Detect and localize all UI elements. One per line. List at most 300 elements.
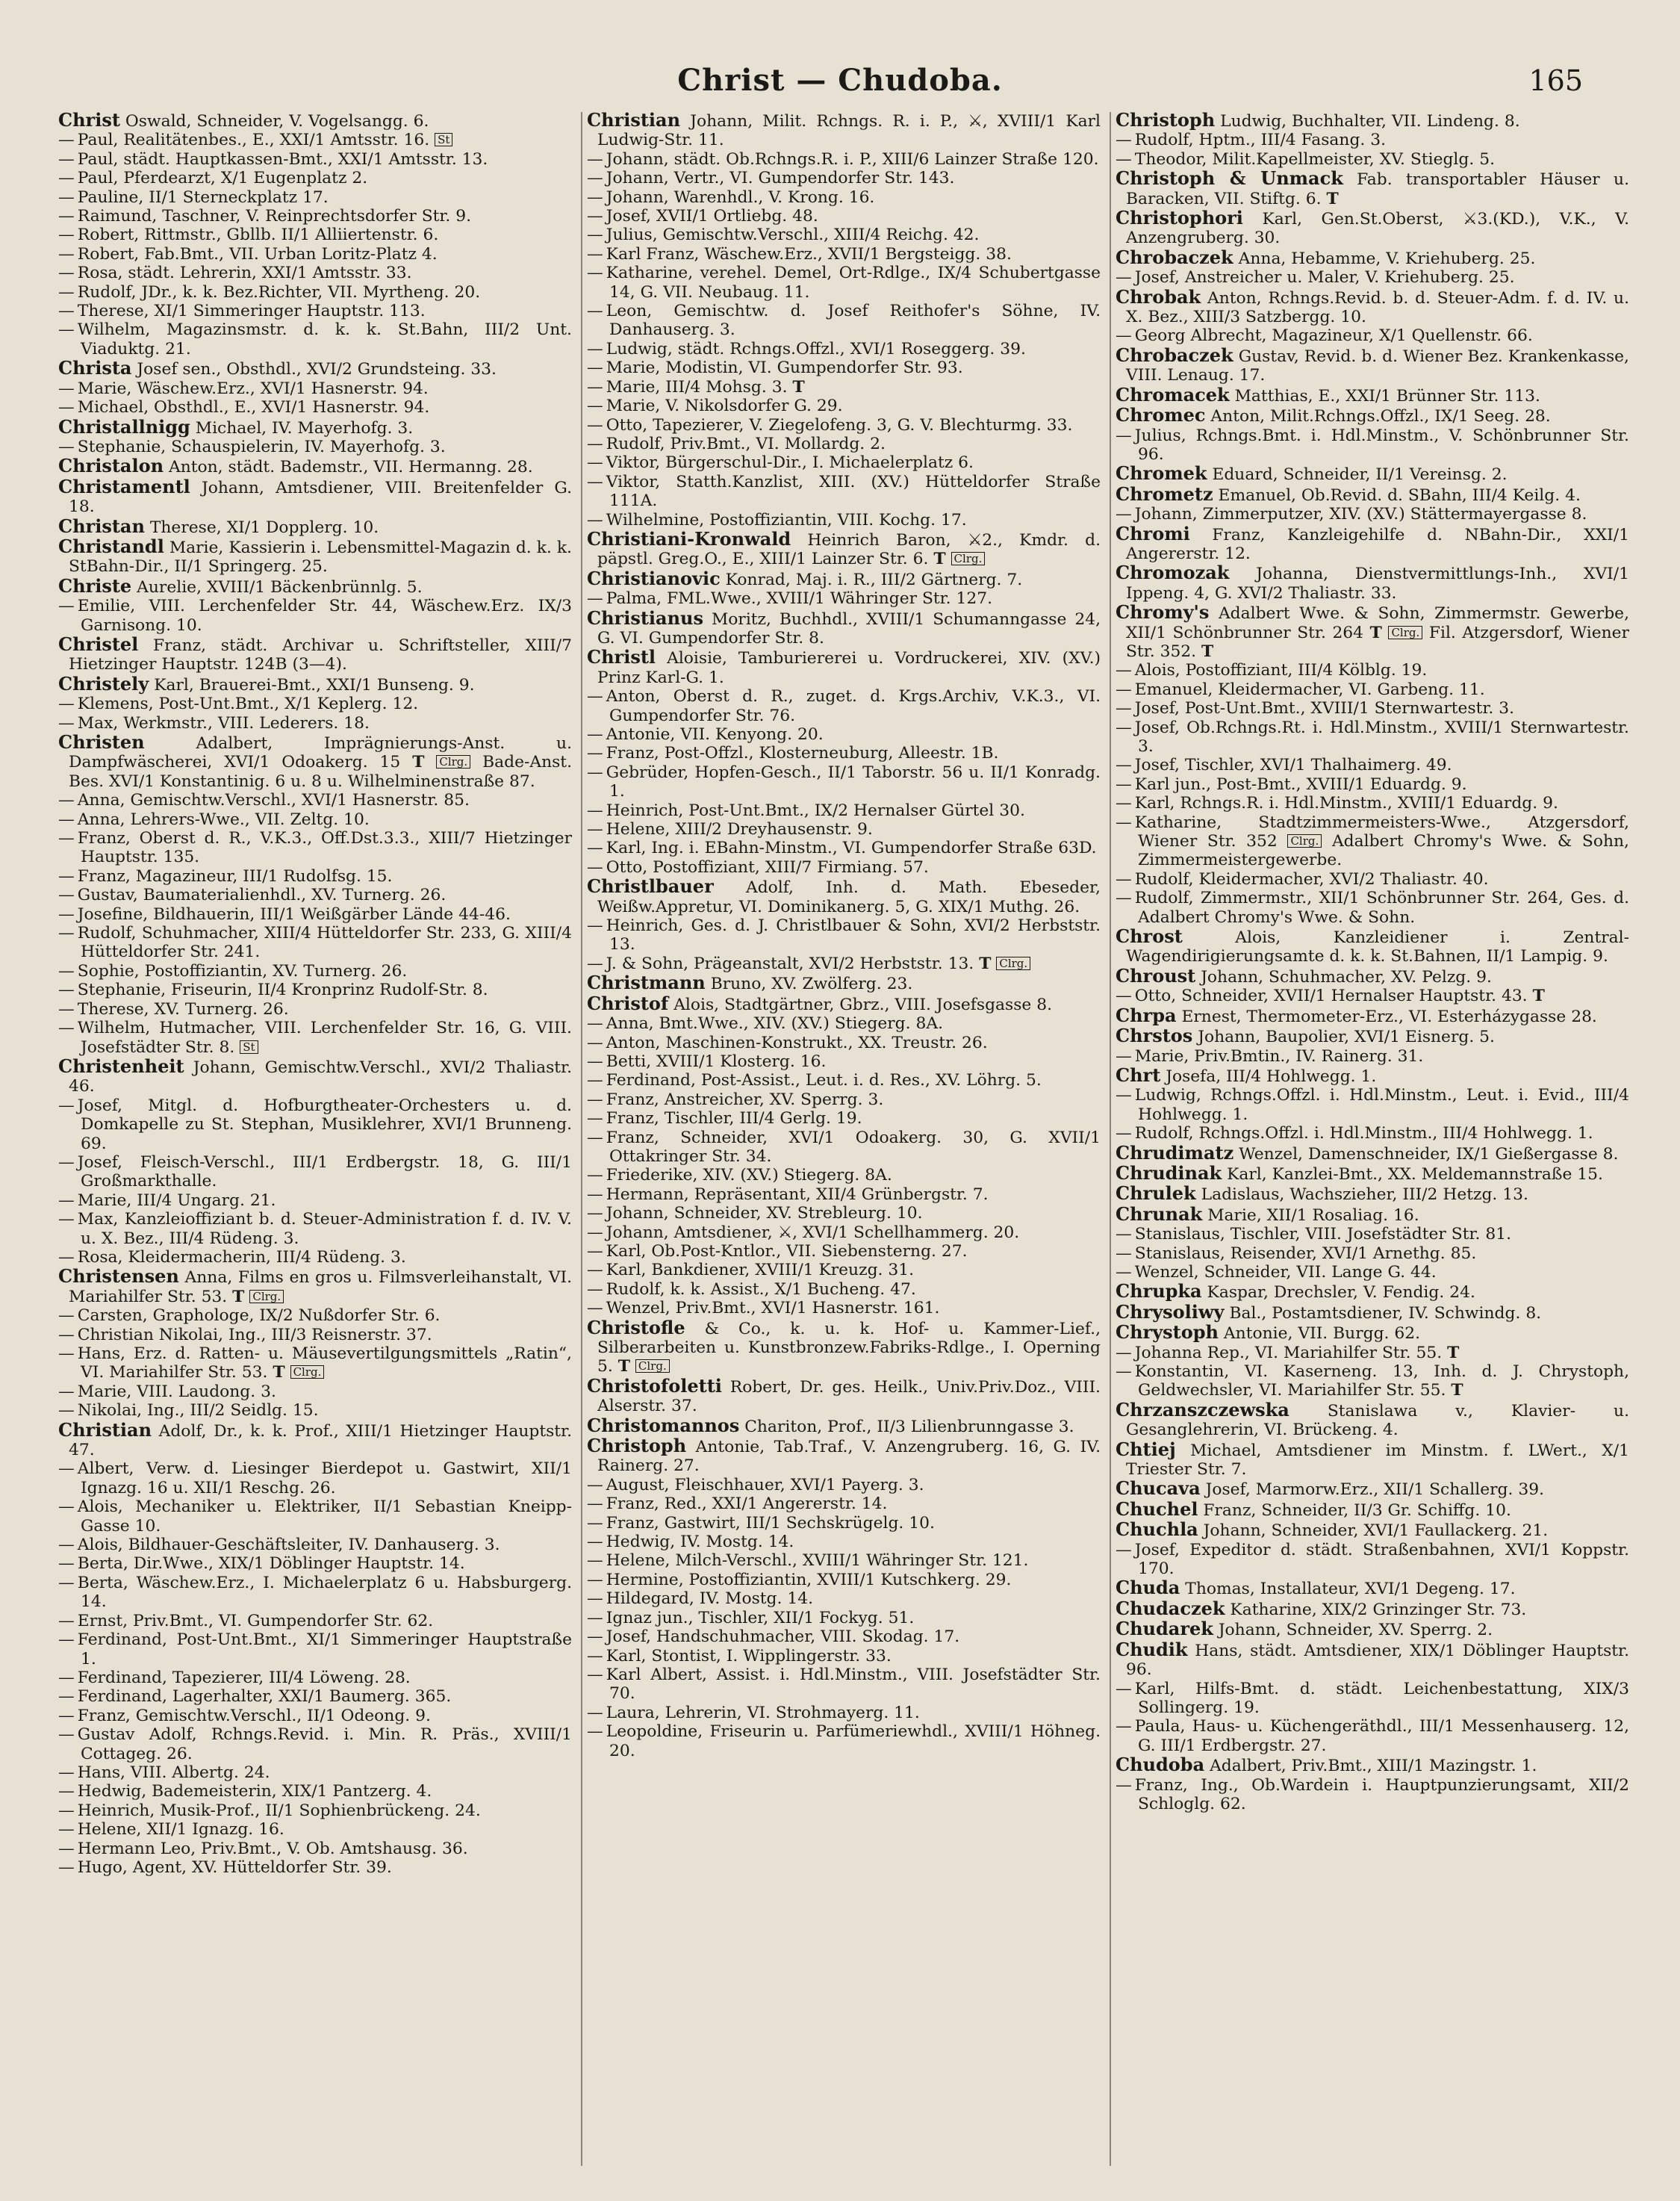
entry-text: Anton, Oberst d. R., zuget. d. Krgs.Archiv, V.K.3., VI. Gumpendorfer Str. 76. (606, 687, 1101, 725)
entry-text: Stanislaus, Reisender, XVI/1 Arnethg. 85. (1134, 1244, 1477, 1263)
registry-box: Clrg. (249, 1290, 284, 1303)
directory-entry (58, 517, 572, 537)
directory-entry (587, 1014, 1101, 1033)
repeat-dash: — (587, 857, 603, 877)
entry-surname: Christmann (587, 972, 706, 994)
entry-text: Otto, Postoffiziant, XIII/7 Firmiang. 57. (606, 857, 929, 877)
entry-text: Adolf, Dr., k. k. Prof., XIII/1 Hietzinger Hauptstr. 47. (69, 1421, 572, 1460)
directory-entry (587, 511, 1101, 530)
directory-entry (587, 1416, 1101, 1436)
entry-text: Julius, Gemischtw.Verschl., XIII/4 Reichg. 42. (606, 226, 980, 245)
entry-surname: Chrulek (1116, 1182, 1196, 1205)
repeat-dash: — (587, 1494, 603, 1514)
directory-entry (1116, 1323, 1629, 1343)
repeat-dash: — (58, 1687, 75, 1707)
telephone-mark: T (933, 550, 946, 569)
repeat-dash: — (58, 810, 75, 829)
repeat-dash: — (1116, 680, 1132, 699)
entry-text: Georg Albrecht, Magazineur, X/1 Quellenstr. 66. (1134, 326, 1533, 346)
repeat-dash: — (58, 1820, 75, 1840)
directory-entry (1116, 1640, 1629, 1680)
entry-list (1116, 111, 1629, 1813)
repeat-dash: — (58, 1725, 75, 1745)
entry-text: Moritz, Buchhdl., XVIII/1 Schumanngasse 24, G. VI. Gumpendorfer Str. 8. (597, 609, 1101, 648)
directory-entry (1116, 464, 1629, 484)
entry-text: Franz, städt. Archivar u. Schriftsteller, XIII/7 Hietzinger Hauptstr. 124B (3—4). (69, 636, 572, 674)
entry-text: Josefa, III/4 Hohlwegg. 1. (1166, 1067, 1377, 1086)
directory-entry (58, 867, 572, 886)
entry-surname: Chromec (1116, 404, 1206, 426)
repeat-dash: — (58, 1630, 75, 1650)
entry-surname: Christophori (1116, 207, 1243, 229)
repeat-dash: — (587, 839, 603, 858)
repeat-dash: — (1116, 813, 1132, 832)
entry-text: Johann, Schneider, XV. Strebleurg. 10. (606, 1204, 923, 1223)
entry-text: Anna, Bmt.Wwe., XIV. (XV.) Stiegerg. 8A. (606, 1014, 943, 1034)
directory-entry (58, 1306, 572, 1325)
entry-text: Viktor, Bürgerschul-Dir., I. Michaelerplatz 6. (606, 453, 974, 473)
entry-text: Ferdinand, Post-Unt.Bmt., XI/1 Simmeringer Hauptstraße 1. (77, 1630, 572, 1668)
entry-text: Johann, Zimmerputzer, XIV. (XV.) Stättermayergasse 8. (1134, 505, 1587, 524)
directory-entry (587, 1609, 1101, 1627)
directory-entry (58, 924, 572, 962)
directory-entry (58, 438, 572, 456)
directory-entry (1116, 1225, 1629, 1244)
directory-entry (58, 1326, 572, 1344)
entry-text: Wilhelmine, Postoffiziantin, VIII. Kochg. 17. (606, 510, 967, 530)
directory-entry (58, 537, 572, 577)
directory-entry (587, 264, 1101, 302)
entry-text: Wenzel, Damenschneider, IX/1 Gießergasse 8. (1239, 1144, 1619, 1164)
repeat-dash: — (587, 820, 603, 839)
directory-entry (58, 1801, 572, 1820)
directory-entry (587, 1071, 1101, 1090)
directory-entry (58, 150, 572, 169)
directory-entry (58, 456, 572, 476)
entry-text: Franz, Gastwirt, III/1 Sechskrügelg. 10. (606, 1513, 935, 1533)
repeat-dash: — (1116, 1679, 1132, 1698)
directory-entry (58, 886, 572, 904)
repeat-dash: — (587, 169, 603, 188)
repeat-dash: — (58, 1190, 75, 1210)
entry-text: Karl, Gen.St.Oberst, ⚔3.(KD.), V.K., V. Anzengruberg. 30. (1126, 210, 1629, 248)
repeat-dash: — (58, 1801, 75, 1820)
repeat-dash: — (58, 1839, 75, 1858)
entry-text: Anton, Milit.Rchngs.Offzl., IX/1 Seeg. 28. (1210, 407, 1551, 426)
repeat-dash: — (587, 226, 603, 245)
repeat-dash: — (587, 1299, 603, 1318)
repeat-dash: — (58, 282, 75, 302)
repeat-dash: — (1116, 756, 1132, 775)
entry-text: Laura, Lehrerin, VI. Strohmayerg. 11. (606, 1703, 920, 1722)
directory-entry (58, 358, 572, 379)
directory-columns (58, 111, 1635, 2172)
directory-entry (587, 1261, 1101, 1279)
entry-text: Marie, Wäschew.Erz., XVI/1 Hasnerstr. 94. (77, 379, 429, 398)
repeat-dash: — (58, 169, 75, 188)
directory-entry (587, 1589, 1101, 1608)
repeat-dash: — (587, 1627, 603, 1647)
directory-entry (1116, 1479, 1629, 1499)
entry-surname: Chrstos (1116, 1025, 1193, 1047)
entry-text: Kaspar, Drechsler, V. Fendig. 24. (1207, 1283, 1475, 1303)
directory-entry (58, 810, 572, 829)
repeat-dash: — (58, 226, 75, 245)
repeat-dash: — (58, 187, 75, 207)
directory-entry (58, 320, 572, 358)
repeat-dash: — (587, 589, 603, 609)
repeat-dash: — (1116, 426, 1132, 445)
directory-entry (587, 473, 1101, 511)
entry-text: Rudolf, Kleidermacher, XVI/2 Thaliastr. 40. (1134, 869, 1489, 889)
entry-text: Karl Franz, Wäschew.Erz., XVII/1 Bergsteigg. 38. (606, 244, 1012, 264)
repeat-dash: — (58, 1325, 75, 1344)
repeat-dash: — (58, 1857, 75, 1877)
directory-entry (587, 1204, 1101, 1223)
entry-text: Anna, Lehrers-Wwe., VII. Zeltg. 10. (77, 810, 370, 829)
directory-entry (1116, 563, 1629, 603)
entry-text: Hermine, Postoffiziantin, XVIII/1 Kutschkerg. 29. (606, 1570, 1012, 1589)
entry-text: Karl, Stontist, I. Wipplingerstr. 33. (606, 1646, 892, 1666)
entry-surname: Christa (58, 357, 132, 379)
repeat-dash: — (58, 1019, 75, 1038)
repeat-dash: — (1116, 699, 1132, 718)
entry-text: Heinrich Baron, ⚔2., Kmdr. d. päpstl. Greg.O., E., XIII/1 Lainzer Str. 6. (597, 530, 1101, 569)
repeat-dash: — (58, 149, 75, 169)
repeat-dash: — (58, 1344, 75, 1363)
entry-surname: Christianus (587, 606, 703, 629)
entry-text: August, Fleischhauer, XVI/1 Payerg. 3. (606, 1475, 924, 1494)
repeat-dash: — (587, 1223, 603, 1242)
entry-text: Heinrich, Ges. d. J. Christlbauer & Sohn, XVI/2 Herbststr. 13. (606, 916, 1101, 954)
repeat-dash: — (58, 829, 75, 848)
entry-text: Klemens, Post-Unt.Bmt., X/1 Keplerg. 12. (77, 695, 419, 714)
repeat-dash: — (58, 961, 75, 981)
entry-surname: Christianovic (587, 567, 721, 589)
directory-entry (58, 1418, 572, 1460)
entry-text: Antonie, Tab.Traf., V. Anzengruberg. 16, G. IV. Rainerg. 27. (597, 1438, 1101, 1476)
directory-entry (587, 111, 1101, 150)
directory-entry (58, 398, 572, 417)
directory-entry (587, 589, 1101, 608)
repeat-dash: — (587, 1570, 603, 1589)
directory-entry (58, 791, 572, 810)
entry-text: Johann, Baupolier, XVI/1 Eisnerg. 5. (1198, 1028, 1495, 1047)
telephone-mark: T (792, 377, 805, 397)
entry-text: Anton, Rchngs.Revid. b. d. Steuer-Adm. f. d. IV. u. X. Bez., XIII/3 Satzbergg. 10. (1126, 288, 1629, 327)
directory-entry (58, 1782, 572, 1801)
directory-entry (1116, 268, 1629, 287)
entry-text: Sophie, Postoffiziantin, XV. Turnerg. 26. (77, 961, 408, 981)
repeat-dash: — (1116, 1540, 1132, 1559)
repeat-dash: — (587, 1589, 603, 1609)
directory-entry (1116, 1680, 1629, 1718)
repeat-dash: — (58, 1706, 75, 1725)
repeat-dash: — (587, 1014, 603, 1034)
directory-entry (1116, 794, 1629, 813)
directory-entry (587, 1280, 1101, 1299)
repeat-dash: — (58, 1573, 75, 1592)
entry-text: Johann, Warenhdl., V. Krong. 16. (606, 187, 875, 207)
entry-surname: Christoph (1116, 111, 1216, 131)
repeat-dash: — (58, 924, 75, 943)
directory-entry (58, 1707, 572, 1725)
entry-surname: Christian (58, 1418, 152, 1441)
entry-text: Marie, VIII. Laudong. 3. (77, 1382, 276, 1401)
entry-surname: Christenheit (58, 1055, 184, 1077)
entry-surname: Chromy's (1116, 601, 1210, 624)
repeat-dash: — (1116, 1225, 1132, 1244)
telephone-mark: T (1326, 189, 1339, 208)
directory-entry (58, 1000, 572, 1019)
telephone-mark: T (979, 954, 992, 973)
entry-text: Rudolf, Zimmermstr., XII/1 Schönbrunner Str. 264, Ges. d. Adalbert Chromy's Wwe. & Sohn. (1134, 889, 1629, 927)
entry-text: Heinrich, Musik-Prof., II/1 Sophienbrückeng. 24. (77, 1801, 481, 1820)
directory-entry (1116, 680, 1629, 699)
directory-entry (58, 264, 572, 282)
repeat-dash: — (587, 207, 603, 226)
directory-entry (587, 416, 1101, 435)
entry-surname: Chudarek (1116, 1618, 1213, 1640)
repeat-dash: — (58, 1152, 75, 1172)
entry-text: Katharine, XIX/2 Grinzinger Str. 73. (1230, 1600, 1527, 1619)
directory-entry (1116, 1497, 1629, 1520)
directory-entry (1116, 1184, 1629, 1204)
entry-text: Heinrich, Post-Unt.Bmt., IX/2 Hernalser Gürtel 30. (606, 801, 1025, 820)
entry-surname: Christallnigg (58, 415, 190, 438)
repeat-dash: — (587, 916, 603, 936)
entry-text: Franz, Schneider, XVI/1 Odoakerg. 30, G. XVII/1 Ottakringer Str. 34. (606, 1128, 1101, 1166)
entry-text: Max, Werkmstr., VIII. Lederers. 18. (77, 713, 370, 733)
repeat-dash: — (587, 149, 603, 169)
entry-text: Julius, Rchngs.Bmt. i. Hdl.Minstm., V. Schönbrunner Str. 96. (1134, 426, 1629, 464)
directory-entry (587, 1704, 1101, 1722)
entry-text: Paul, Pferdearzt, X/1 Eugenplatz 2. (77, 169, 368, 188)
repeat-dash: — (587, 1033, 603, 1052)
entry-text: Johann, Schuhmacher, XV. Pelzg. 9. (1201, 967, 1492, 987)
entry-text: Johann, Schneider, XVI/1 Faullackerg. 21. (1203, 1521, 1549, 1541)
entry-text: Franz, Schneider, II/3 Gr. Schiffg. 10. (1203, 1500, 1511, 1520)
directory-entry (58, 1096, 572, 1153)
repeat-dash: — (58, 437, 75, 456)
repeat-dash: — (587, 377, 603, 397)
directory-entry (587, 1666, 1101, 1704)
repeat-dash: — (58, 1306, 75, 1326)
directory-entry (587, 245, 1101, 264)
directory-entry (58, 1858, 572, 1877)
repeat-dash: — (587, 1475, 603, 1494)
entry-text: Otto, Tapezierer, V. Ziegelofeng. 3, G. V. Blechturmg. 33. (606, 415, 1073, 435)
directory-entry (58, 188, 572, 207)
entry-text: Rudolf, Priv.Bmt., VI. Mollardg. 2. (606, 434, 886, 453)
directory-entry (587, 1551, 1101, 1570)
entry-text: Alois, Stadtgärtner, Gbrz., VIII. Josefsgasse 8. (673, 995, 1053, 1014)
repeat-dash: — (1116, 869, 1132, 889)
repeat-dash: — (587, 1665, 603, 1684)
entry-text: Stephanie, Schauspielerin, IV. Mayerhofg. 3. (77, 437, 446, 456)
entry-text: Stanislawa v., Klavier- u. Gesanglehrerin, VI. Brückeng. 4. (1126, 1401, 1629, 1440)
entry-text: Rudolf, Schuhmacher, XIII/4 Hütteldorfer Str. 233, G. XIII/4 Hütteldorfer Str. 241. (77, 924, 572, 962)
entry-text: Marie, Kassierin i. Lebensmittel-Magazin d. k. k. StBahn-Dir., II/1 Springerg. 25. (69, 538, 572, 577)
entry-text: Wenzel, Priv.Bmt., XVI/1 Hasnerstr. 161. (606, 1299, 940, 1318)
directory-entry (58, 245, 572, 264)
directory-entry (587, 1129, 1101, 1167)
directory-entry (587, 994, 1101, 1014)
entry-text: Aurelie, XVIII/1 Bäckenbrünnlg. 5. (137, 577, 423, 597)
repeat-dash: — (587, 397, 603, 416)
entry-surname: Christoph (587, 1435, 687, 1457)
repeat-dash: — (1116, 889, 1132, 908)
entry-text: Johann, Vertr., VI. Gumpendorfer Str. 143. (606, 169, 955, 188)
directory-entry (587, 150, 1101, 169)
entry-text: Michael, Amtsdiener im Minstm. f. LWert., X/1 Triester Str. 7. (1126, 1441, 1629, 1480)
repeat-dash: — (587, 1722, 603, 1742)
registry-box: St (435, 133, 452, 146)
entry-text: Stanislaus, Tischler, VIII. Josefstädter Str. 81. (1134, 1225, 1511, 1244)
entry-text: Rosa, Kleidermacherin, III/4 Rüdeng. 3. (77, 1247, 406, 1267)
entry-text: Berta, Wäschew.Erz., I. Michaelerplatz 6 u. Habsburgerg. 14. (77, 1573, 572, 1612)
entry-text: Michael, IV. Mayerhofg. 3. (195, 418, 414, 438)
registry-box: Clrg. (1287, 834, 1322, 848)
entry-text: Eduard, Schneider, II/1 Vereinsg. 2. (1212, 465, 1508, 485)
directory-entry (58, 1401, 572, 1420)
entry-text: Helene, XIII/2 Dreyhausenstr. 9. (606, 820, 873, 839)
entry-surname: Chroust (1116, 964, 1196, 987)
repeat-dash: — (587, 1052, 603, 1071)
entry-surname: Chrzanszczewska (1116, 1398, 1289, 1421)
entry-surname: Chudoba (1116, 1754, 1205, 1776)
page-number: 165 (1528, 64, 1583, 97)
directory-entry (58, 1536, 572, 1554)
entry-text: Alois, Postoffiziant, III/4 Kölblg. 19. (1134, 661, 1428, 680)
entry-text: Fab. transportabler Häuser u. Baracken, VII. Stiftg. 6. (1126, 170, 1629, 208)
directory-entry (58, 1382, 572, 1401)
directory-entry (587, 1722, 1101, 1760)
entry-text: Aloisie, Tamburiererei u. Vordruckerei, XIV. (XV.) Prinz Karl-G. 1. (597, 649, 1101, 687)
entry-surname: Christomannos (587, 1414, 740, 1436)
directory-entry (587, 744, 1101, 763)
entry-surname: Christe (58, 574, 132, 597)
entry-text: Franz, Tischler, III/4 Gerlg. 19. (606, 1109, 862, 1129)
repeat-dash: — (1116, 131, 1132, 150)
entry-text: Josef, Anstreicher u. Maler, V. Kriehuberg. 25. (1134, 268, 1515, 288)
entry-text: Ferdinand, Lagerhalter, XXI/1 Baumerg. 365. (77, 1687, 452, 1707)
directory-entry (58, 111, 572, 131)
entry-text-continued: Adalbert Chromy's Wwe. & Sohn, Zimmermeistergewerbe. (1138, 832, 1629, 870)
entry-surname: Chrobaczek (1116, 246, 1233, 268)
directory-entry (58, 1497, 572, 1536)
entry-text: Antonie, VII. Kenyong. 20. (606, 725, 824, 744)
entry-surname: Christensen (58, 1265, 179, 1288)
entry-text: Ferdinand, Tapezierer, III/4 Löweng. 28. (77, 1668, 411, 1687)
entry-text: Ladislaus, Wachszieher, III/2 Hetzg. 13. (1201, 1185, 1528, 1205)
repeat-dash: — (1116, 1244, 1132, 1263)
directory-entry (587, 226, 1101, 244)
repeat-dash: — (587, 472, 603, 491)
directory-entry (58, 1763, 572, 1782)
registry-box: Clrg. (436, 755, 470, 769)
directory-entry (58, 1248, 572, 1267)
entry-text: Raimund, Taschner, V. Reinprechtsdorfer Str. 9. (77, 207, 472, 226)
directory-entry (1116, 1006, 1629, 1026)
entry-text: Josef, Post-Unt.Bmt., XVIII/1 Sternwartestr. 3. (1134, 699, 1515, 718)
entry-text: Albert, Verw. d. Liesinger Bierdepot u. Gastwirt, XII/1 Ignazg. 16 u. XII/1 Reschg. 26. (77, 1459, 572, 1497)
repeat-dash: — (58, 1096, 75, 1115)
directory-entry (1116, 1717, 1629, 1755)
entry-surname: Chrysoliwy (1116, 1300, 1225, 1323)
entry-text: Gustav Adolf, Rchngs.Revid. i. Min. R. Präs., XVIII/1 Cottageg. 26. (77, 1725, 572, 1763)
registry-box: Clrg. (1388, 626, 1422, 639)
entry-list (587, 111, 1101, 1760)
entry-surname: Christofoletti (587, 1374, 722, 1397)
directory-entry (58, 169, 572, 187)
repeat-dash: — (1116, 987, 1132, 1006)
entry-text: Marie, Modistin, VI. Gumpendorfer Str. 93. (606, 358, 963, 378)
repeat-dash: — (1116, 1046, 1132, 1066)
repeat-dash: — (1116, 774, 1132, 794)
entry-surname: Chuda (1116, 1577, 1180, 1599)
entry-text: Matthias, E., XXI/1 Brünner Str. 113. (1234, 386, 1540, 406)
directory-entry (58, 131, 572, 149)
directory-entry (587, 1052, 1101, 1071)
directory-entry (587, 1533, 1101, 1551)
repeat-dash: — (58, 1401, 75, 1421)
entry-text: Ernst, Priv.Bmt., VI. Gumpendorfer Str. 62. (77, 1611, 434, 1630)
directory-entry (1116, 1520, 1629, 1540)
entry-text: Karl, Bankdiener, XVIII/1 Kreuzg. 31. (606, 1261, 915, 1280)
entry-text: Ludwig, Buchhalter, VII. Lindeng. 8. (1220, 112, 1520, 131)
entry-surname: Christel (58, 633, 139, 655)
directory-entry (1116, 966, 1629, 987)
entry-text: Hermann, Repräsentant, XII/4 Grünbergstr. 7. (606, 1185, 989, 1204)
entry-text: Josef sen., Obsthdl., XVI/2 Grundsteing. 33. (137, 360, 497, 379)
entry-text: Karl, Brauerei-Bmt., XXI/1 Bunseng. 9. (154, 675, 475, 695)
entry-text: Adalbert, Imprägnierungs-Anst. u. Dampfwäscherei, XVI/1 Odoakerg. 15 (69, 734, 572, 772)
directory-entry (58, 1725, 572, 1763)
directory-entry (1116, 1026, 1629, 1046)
entry-text: Otto, Schneider, XVII/1 Hernalser Hauptstr. 43. (1134, 987, 1528, 1006)
entry-text: Michael, Obsthdl., E., XVI/1 Hasnerstr. 94. (77, 398, 430, 417)
directory-entry (58, 1057, 572, 1096)
repeat-dash: — (58, 1210, 75, 1229)
entry-text: Rosa, städt. Lehrerin, XXI/1 Amtsstr. 33. (77, 264, 412, 283)
entry-surname: Chrupka (1116, 1280, 1202, 1303)
directory-entry (1116, 1755, 1629, 1775)
repeat-dash: — (587, 744, 603, 763)
entry-text: Marie, Priv.Bmtin., IV. Rainerg. 31. (1134, 1046, 1424, 1066)
entry-text: Max, Kanzleioffiziant b. d. Steuer-Administration f. d. IV. V. u. X. Bez., III/4 Rüdeng. 3. (77, 1210, 572, 1248)
entry-text: Hedwig, IV. Mostg. 14. (606, 1533, 794, 1552)
entry-text: Franz, Anstreicher, XV. Sperrg. 3. (606, 1090, 884, 1109)
repeat-dash: — (58, 1459, 75, 1479)
entry-surname: Chromek (1116, 462, 1207, 485)
entry-text: Paul, städt. Hauptkassen-Bmt., XXI/1 Amtsstr. 13. (77, 149, 488, 169)
entry-text: Robert, Fab.Bmt., VII. Urban Loritz-Platz 4. (77, 244, 438, 264)
directory-entry (587, 1376, 1101, 1416)
directory-entry (58, 597, 572, 635)
entry-text: Hans, VIII. Albertg. 24. (77, 1763, 270, 1782)
directory-entry (587, 916, 1101, 954)
repeat-dash: — (587, 687, 603, 707)
repeat-dash: — (58, 1536, 75, 1555)
directory-entry (1116, 346, 1629, 385)
directory-entry (1116, 1362, 1629, 1400)
entry-text: Paul, Realitätenbes., E., XXI/1 Amtsstr. 16. (77, 131, 430, 150)
repeat-dash: — (58, 1247, 75, 1267)
directory-entry (58, 302, 572, 320)
column-left (58, 111, 572, 2172)
page-header (0, 52, 1680, 119)
